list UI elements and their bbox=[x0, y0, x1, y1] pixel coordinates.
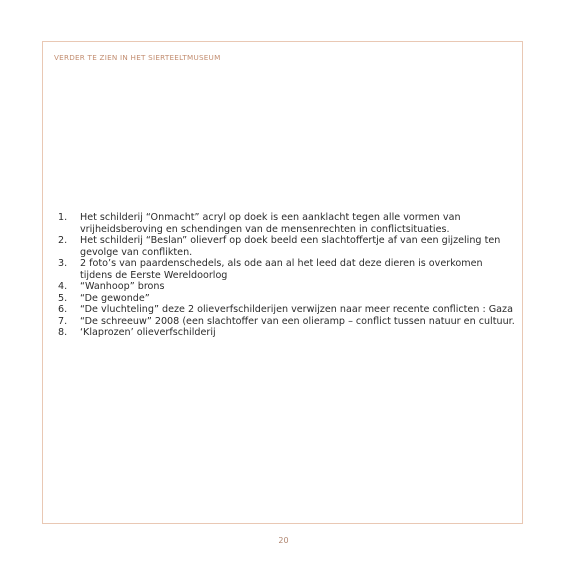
list-item-text: “De vluchteling” deze 2 olieverfschilderijen verwijzen naar meer recente conflicten : Gaza bbox=[80, 304, 513, 315]
list-item-number: 2. bbox=[58, 235, 68, 246]
list-item bbox=[54, 316, 516, 328]
list-item-number: 5. bbox=[58, 292, 68, 304]
list-item-text: Het schilderij “Onmacht” acryl op doek is een aanklacht tegen alle vormen van vrijheidsberoving en schendingen van de mensenrechten in conflictsituaties. bbox=[80, 212, 461, 235]
list-item-number: 3. bbox=[58, 258, 68, 269]
list-item-text: Het schilderij “Beslan” olieverf op doek beeld een slachtoffertje af van een gijzeling ten gevolge van conflikten. bbox=[80, 235, 501, 258]
list-item bbox=[54, 281, 516, 293]
page-number: 20 bbox=[278, 536, 289, 545]
list-item-text: “De gewonde” bbox=[80, 292, 150, 304]
list-item-text: ‘Klaprozen’ olieverfschilderij bbox=[80, 327, 216, 338]
list-item-number: 1. bbox=[58, 212, 68, 223]
list-item bbox=[54, 258, 516, 281]
list-item bbox=[54, 327, 516, 339]
list-item bbox=[54, 212, 516, 235]
list-item-number: 4. bbox=[58, 281, 68, 292]
list-item bbox=[54, 293, 516, 305]
list-item-text: 2 foto’s van paardenschedels, als ode aan al het leed dat deze dieren is overkomen tijdens de Eerste Wereldoorlog bbox=[80, 258, 483, 281]
list-item-text: “Wanhoop” brons bbox=[80, 281, 165, 292]
list-item bbox=[54, 304, 516, 316]
list-item-number: 8. bbox=[58, 327, 68, 338]
running-head: VERDER TE ZIEN IN HET SIERTEELTMUSEUM bbox=[54, 53, 221, 62]
list-item-number: 7. bbox=[58, 315, 68, 327]
list-item-number: 6. bbox=[58, 304, 68, 315]
list-item-text: “De schreeuw” 2008 (een slachtoffer van een olieramp – conflict tussen natuur en cultuur. bbox=[80, 315, 515, 327]
list-item bbox=[54, 235, 516, 258]
artwork-list bbox=[54, 212, 516, 339]
